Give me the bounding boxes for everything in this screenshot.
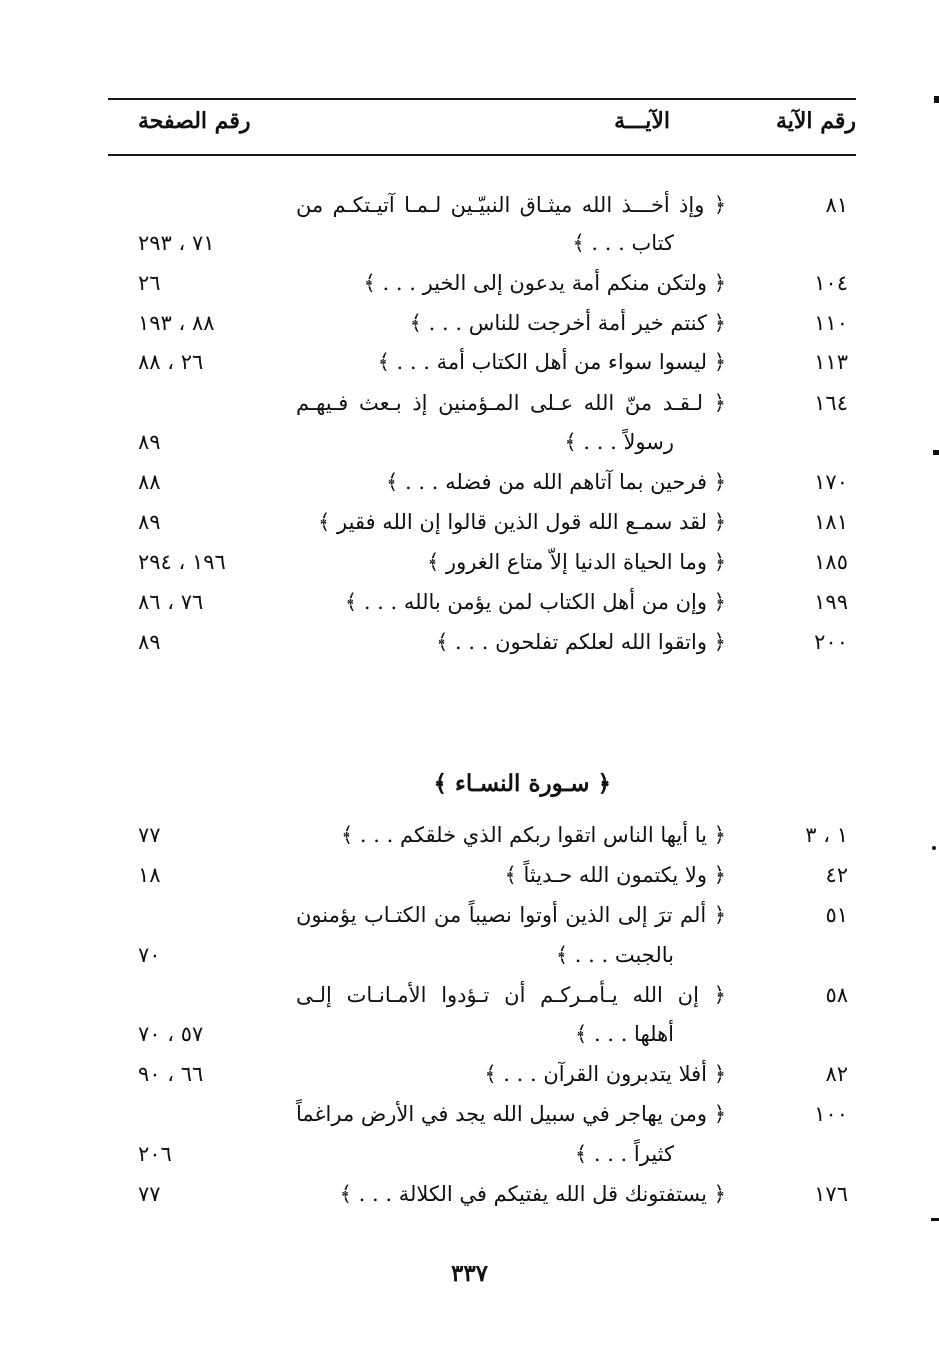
page-refs: ٧٦ ، ٨٦ [138, 590, 204, 614]
page-refs: ٨٨ [138, 470, 161, 494]
page-refs: ١٩٦ ، ٢٩٤ [138, 550, 226, 574]
page-refs: ٦٦ ، ٩٠ [138, 1062, 204, 1086]
verse-number: ٨١ [825, 193, 848, 217]
verse-text: ﴿ ومن يهاجر في سبيل الله يجد في الأرض مراغماً [296, 1102, 726, 1126]
page-refs: ٧٠ [138, 943, 161, 967]
page-refs: ٨٨ ، ١٩٣ [138, 311, 215, 335]
table-header [108, 108, 856, 142]
verse-text: ﴿ ولا يكتمون الله حـديثاً ﴾ [504, 863, 726, 887]
header-verse: الآيـــة [614, 108, 670, 134]
header-verse-number: رقم الآية [775, 108, 856, 134]
scan-edge-mark [932, 846, 936, 850]
verse-text: ﴿ ولتكن منكم أمة يدعون إلى الخير . . . ﴾ [363, 271, 726, 295]
verse-text: ﴿ كنتم خير أمة أخرجت للناس . . . ﴾ [409, 311, 726, 335]
verse-text: بالجبت . . . ﴾ [555, 943, 674, 967]
verse-number: ٨٢ [825, 1062, 848, 1086]
verse-text: ﴿ فرحين بما آتاهم الله من فضله . . . ﴾ [386, 470, 726, 494]
verse-text: ﴿ لقد سمـع الله قول الذين قالوا إن الله فقير ﴾ [318, 510, 726, 534]
verse-text: ﴿ إن الله يـأمـركـم أن تـؤدوا الأمـانـات إلـى [296, 983, 726, 1007]
verse-number: ٥١ [825, 903, 848, 927]
verse-text: ﴿ يستفتونك قل الله يفتيكم في الكلالة . . . ﴾ [339, 1182, 726, 1206]
verse-text: كثيراً . . . ﴾ [574, 1142, 674, 1166]
scan-edge-mark [933, 450, 939, 455]
surah-title: ﴿ سـورة النسـاء ﴾ [433, 770, 611, 797]
verse-text: ﴿ وإذ أخـــذ الله ميثـاق النبيّـين لـمـا آتيـتكـم من [296, 193, 726, 217]
verse-text: ﴿ يا أيها الناس اتقوا ربكم الذي خلقكم . . . ﴾ [340, 823, 726, 847]
page-refs: ٧٧ [138, 823, 161, 847]
verse-text: ﴿ وما الحياة الدنيا إلاّ متاع الغرور ﴾ [426, 550, 726, 574]
verse-text: رسولاً . . . ﴾ [564, 430, 674, 454]
verse-number: ١٠٤ [814, 271, 848, 295]
page-refs: ٢٦ ، ٨٨ [138, 350, 204, 374]
header-rule [108, 154, 856, 156]
verse-number: ١٧٦ [814, 1182, 848, 1206]
page-refs: ٨٩ [138, 510, 161, 534]
verse-text: أهلها . . . ﴾ [575, 1022, 674, 1046]
page-refs: ١٨ [138, 863, 161, 887]
top-rule [108, 98, 856, 100]
scan-edge-mark [934, 96, 939, 103]
page-refs: ٨٩ [138, 430, 161, 454]
verse-number: ٢٠٠ [814, 630, 848, 654]
verse-number: ١١٣ [814, 350, 848, 374]
verse-number: ١٠٠ [814, 1102, 848, 1126]
verse-text: كتاب . . . ﴾ [572, 231, 674, 255]
verse-text: ﴿ أفلا يتدبرون القرآن . . . ﴾ [484, 1062, 726, 1086]
verse-number: ١ ، ٣ [805, 823, 848, 847]
verse-text: ﴿ واتقوا الله لعلكم تفلحون . . . ﴾ [436, 630, 726, 654]
page-refs: ٧٧ [138, 1182, 161, 1206]
page-refs: ٨٩ [138, 630, 161, 654]
page-refs: ٢٠٦ [138, 1142, 172, 1166]
header-page-number: رقم الصفحة [138, 108, 251, 134]
verse-number: ٤٢ [825, 863, 848, 887]
page-number: ٣٣٧ [450, 1260, 489, 1287]
verse-number: ١٩٩ [814, 590, 848, 614]
verse-text: ﴿ لـقـد منّ الله عـلى المـؤمنين إذ بـعث فـيهـم [296, 391, 726, 415]
verse-number: ٥٨ [825, 983, 848, 1007]
verse-number: ١١٠ [814, 311, 848, 335]
verse-text: ﴿ ليسوا سواء من أهل الكتاب أمة . . . ﴾ [377, 350, 726, 374]
verse-number: ١٦٤ [814, 391, 848, 415]
verse-text: ﴿ وإن من أهل الكتاب لمن يؤمن بالله . . . ﴾ [344, 590, 726, 614]
page-refs: ٧١ ، ٢٩٣ [138, 231, 215, 255]
verse-text: ﴿ ألم ترَ إلى الذين أوتوا نصيباً من الكتـاب يؤمنون [296, 903, 726, 927]
scan-edge-mark [931, 1218, 939, 1221]
page-refs: ٥٧ ، ٧٠ [138, 1022, 204, 1046]
page-refs: ٢٦ [138, 271, 161, 295]
verse-number: ١٧٠ [814, 470, 848, 494]
verse-number: ١٨٥ [814, 550, 848, 574]
verse-number: ١٨١ [814, 510, 848, 534]
